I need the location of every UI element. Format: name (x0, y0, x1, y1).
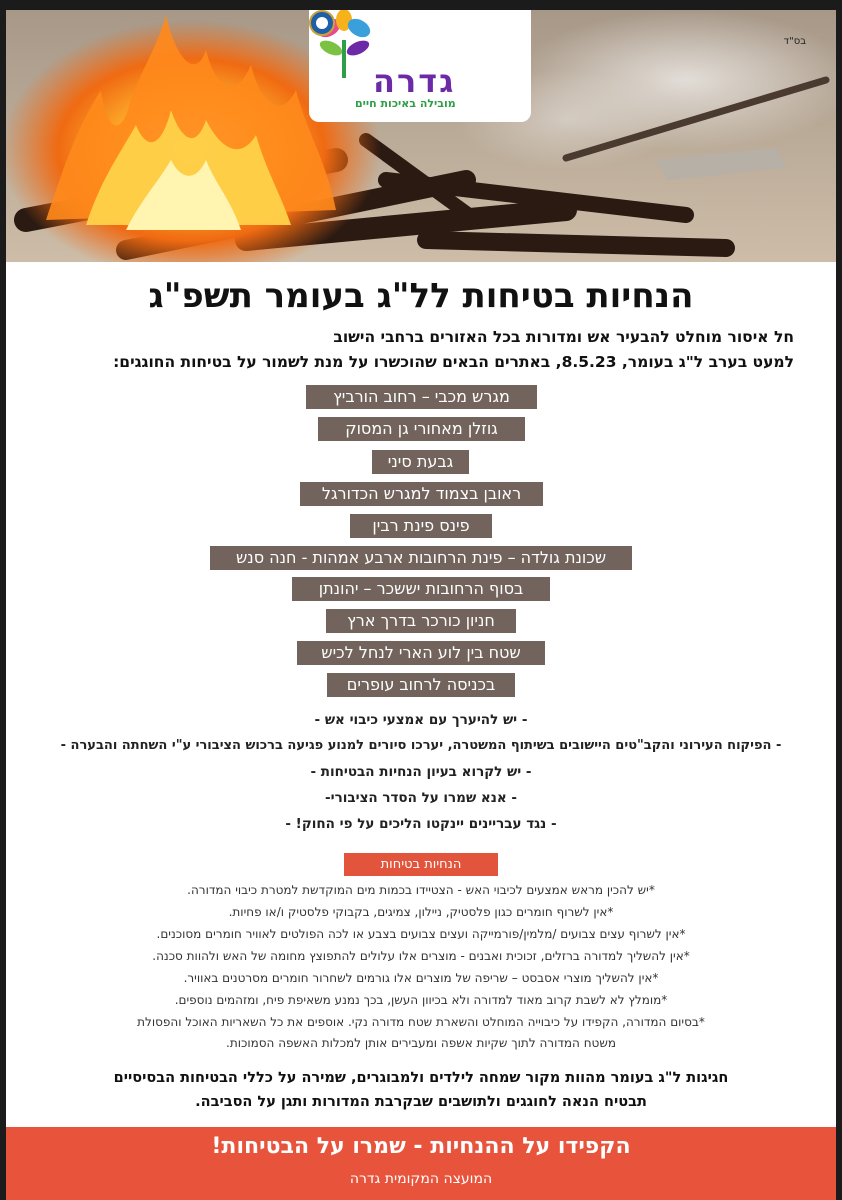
location-item: גבעת סיני (372, 450, 469, 474)
notice-bullet: - יש להיערך עם אמצעי כיבוי אש - (314, 712, 528, 728)
notice-bullet: - יש לקרוא בעיון הנחיות הבטיחות - (310, 764, 532, 780)
intro-line-1: חל איסור מוחלט להבעיר אש ומדורות בכל האזורים ברחבי הישוב (333, 328, 794, 346)
location-item: בכניסה לרחוב עופרים (327, 673, 515, 697)
bonfire-photo (6, 10, 836, 262)
safety-tip: *בסיום המדורה, הקפידו על כיבוייה המוחלט והשארת שטח מדורה נקי. אוספים את כל השאריות האוכל והפסולת (137, 1015, 705, 1029)
footer-slogan: הקפידו על ההנחיות - שמרו על הבטיחות! (211, 1134, 631, 1159)
closing-line-1: חגיגות ל"ג בעומר מהוות מקור שמחה לילדים ולמבוגרים, שמירה על כללי הבטיחות הבסיסיים (113, 1070, 729, 1086)
safety-tip: *אין להשליך למדורה ברזלים, זכוכית ואבנים - מוצרים אלו עלולים להתפוצץ מחומה של האש ולהוות סכנה. (152, 949, 690, 963)
notice-bullet: - נגד עבריינים יינקטו הליכים על פי החוק! - (285, 816, 557, 832)
safety-tips-heading: הנחיות בטיחות (344, 853, 498, 876)
location-item: ראובן בצמוד למגרש הכדורגל (300, 482, 543, 506)
notice-bullet: - אנא שמרו על הסדר הציבורי- (325, 790, 517, 806)
logo-tagline: מובילה באיכות חיים (355, 97, 456, 110)
location-item: מגרש מכבי – רחוב הורביץ (306, 385, 537, 409)
emblem-icon (309, 10, 335, 36)
safety-tip: משטח המדורה לתוך שקיות אשפה ומעבירים אותן למכלות האשפה הסמוכות. (226, 1036, 616, 1050)
footer-council-name: המועצה המקומית גדרה (349, 1171, 493, 1187)
location-item: פינס פינת רבין (350, 514, 492, 538)
page-title: הנחיות בטיחות לל"ג בעומר תשפ"ג (148, 276, 694, 316)
location-item: חניון כורכר בדרך ארץ (326, 609, 516, 633)
safety-tip: *מומלץ לא לשבת קרוב מאוד למדורה ולא בכיוון העשן, בכך נמנע משאיפת פיח, ומזהמים נוספים. (174, 993, 668, 1007)
poster (6, 10, 836, 1200)
municipality-logo (309, 10, 531, 122)
closing-line-2: תבטיח הנאה לחוגגים ולתושבים שבקרבת המדורות ותגן על הסביבה. (195, 1094, 647, 1110)
safety-tip: *יש להכין מראש אמצעים לכיבוי האש - הצטיידו בכמות מים המוקדשת למטרת כיבוי המדורה. (187, 883, 655, 897)
safety-tip: *אין לשרוף עצים צבועים /מלמין/פורמייקה ועצים צבועים בצבע או לכה הפולטים לאוויר חומרים מסוכנים. (156, 927, 686, 941)
footer-banner (6, 1127, 836, 1200)
logo-name: גדרה (373, 62, 456, 100)
location-item: גוזלן מאחורי גן המסוק (318, 417, 525, 441)
location-item: בסוף הרחובות יששכר – יהונתן (292, 577, 550, 601)
notice-bullet: - הפיקוח העירוני והקב"טים היישובים בשיתוף המשטרה, יערכו סיורים למנוע פגיעה ברכוש הציבורי ע"י השחתה והבערה - (60, 738, 782, 753)
intro-line-2: למעט בערב ל"ג בעומר, 8.5.23, באתרים הבאים שהוכשרו על מנת לשמור על בטיחות החוגגים: (113, 353, 794, 371)
location-item: שכונת גולדה – פינת הרחובות ארבע אמהות - חנה סנש (210, 546, 632, 570)
bsd-mark: בס"ד (783, 36, 806, 47)
location-item: שטח בין לוע הארי לנחל לכיש (297, 641, 545, 665)
safety-tip: *אין להשליך מוצרי אסבסט – שריפה של מוצרים אלו גורמים לשחרור חומרים מסרטנים באוויר. (183, 971, 659, 985)
safety-tip: *אין לשרוף חומרים כגון פלסטיק, ניילון, צמיגים, בקבוקי פלסטיק ו/או פחיות. (228, 905, 614, 919)
